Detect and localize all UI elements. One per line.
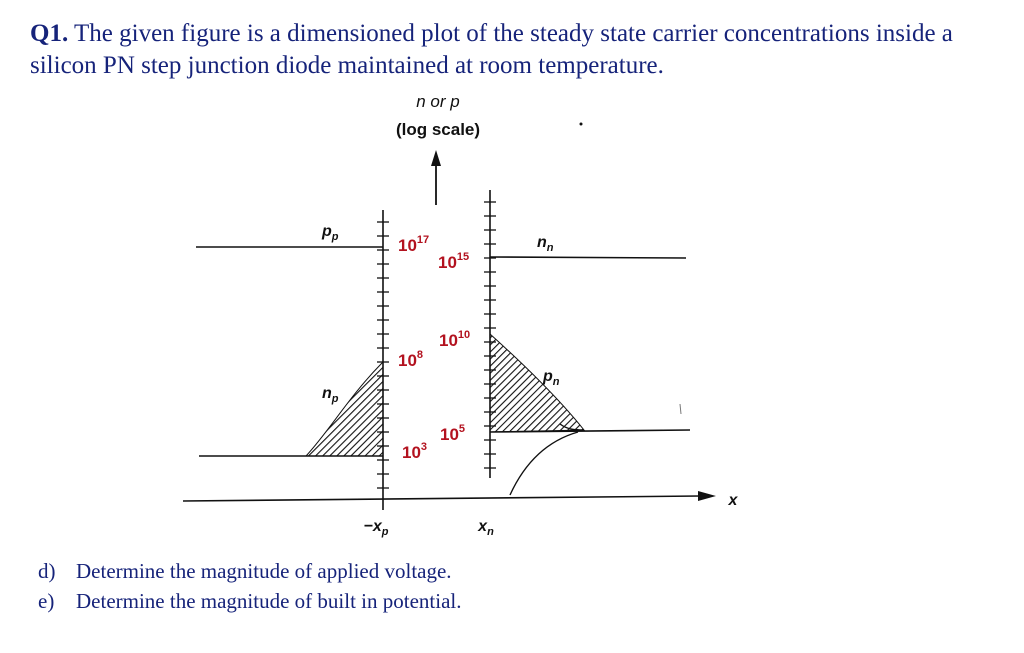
part-e-letter: e): [38, 589, 55, 613]
neg-xp-sub: p: [381, 526, 389, 538]
question-body: The given figure is a dimensioned plot of the steady state carrier concentrations inside a silicon PN step junction diode maintained at room temperature.: [30, 20, 953, 79]
part-e: [38, 586, 462, 616]
value-1e17: $10^{17}$: [398, 234, 430, 255]
xn-main: x: [478, 518, 488, 535]
x-axis: [183, 496, 700, 501]
x-axis-label: x: [728, 492, 738, 509]
xn-sub: n: [487, 526, 494, 538]
nn-line: [490, 257, 686, 258]
stray-dot: [580, 123, 583, 126]
y-axis-label-line2: (log scale): [395, 120, 481, 139]
np-label: $n_p$: [322, 385, 339, 405]
xn-label: [477, 518, 494, 538]
question-number: Q1.: [30, 20, 69, 47]
part-e-text: Determine the magnitude of built in potential.: [76, 589, 462, 613]
x-axis-arrowhead: [698, 491, 716, 501]
part-d-letter: d): [38, 559, 56, 583]
stray-mark: [680, 404, 681, 414]
y-axis-arrowhead: [431, 150, 441, 166]
value-1e10: $10^{10}$: [439, 329, 471, 350]
part-d-text: Determine the magnitude of applied voltage.: [76, 559, 452, 583]
pn-excess-hatch: [490, 334, 584, 432]
pp-label: $p_p$: [322, 223, 339, 243]
pn-label: $p_n$: [543, 368, 560, 388]
pn-depletion-curve: [510, 432, 578, 495]
value-1e3: $10^3$: [402, 441, 428, 462]
sub-questions: [38, 556, 462, 616]
value-1e15: $10^{15}$: [438, 251, 470, 272]
nn-label: $n_n$: [537, 234, 554, 254]
neg-xp-main: −x: [363, 518, 382, 535]
np-excess-hatch: [306, 362, 383, 456]
value-1e5: $10^5$: [440, 423, 466, 444]
neg-xp-label: [364, 518, 389, 538]
value-1e8: $10^8$: [398, 349, 424, 370]
part-d: [38, 556, 462, 586]
y-axis-label-line1: n or p: [416, 92, 460, 111]
